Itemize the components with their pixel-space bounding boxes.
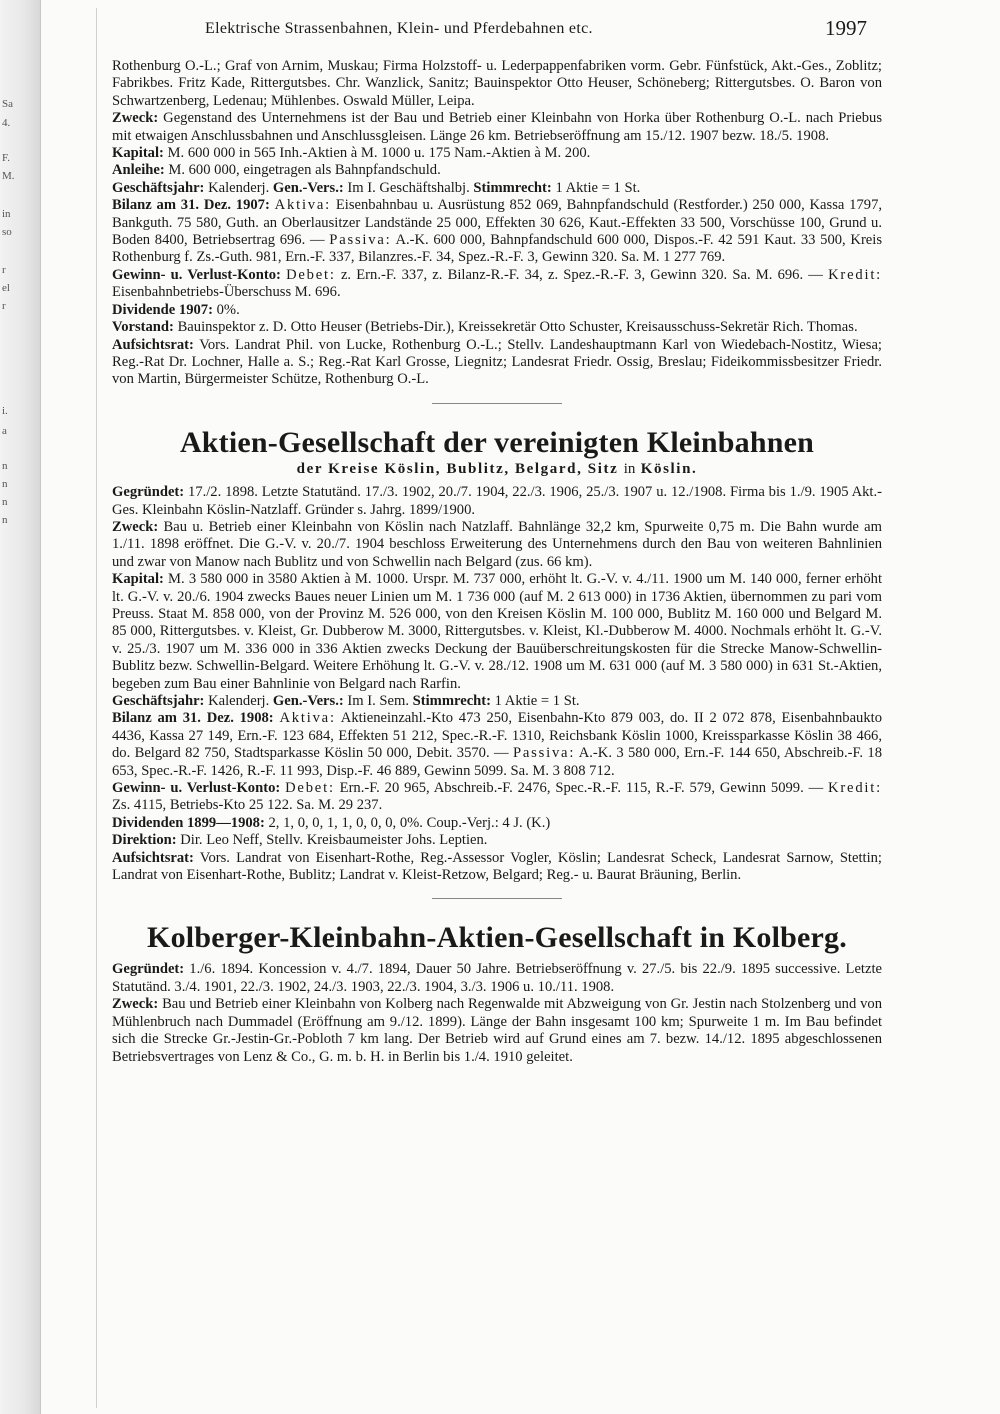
paragraph-anleihe: Anleihe: M. 600 000, eingetragen als Bahnpfandschuld. <box>112 162 441 179</box>
paragraph-zweck: Zweck: Bau u. Betrieb einer Kleinbahn von Köslin nach Natzlaff. Bahnlänge 32,2 km, Spurweite 0,75 m. Die Bahn wurde am 1./11. 1898 eröffnet. Die G.-V. v. 20./7. 1904 beschloss Erweiterung des Unternehmens durch den Bau von weiteren Bahnlinien und zwar von Manow nach Bublitz und von Schwellin nach Belgard (zus. 66 km). <box>112 518 882 570</box>
company-title: Kolberger-Kleinbahn-Aktien-Gesellschaft in Kolberg. <box>147 921 847 955</box>
page-header <box>205 16 875 42</box>
paragraph-founders: Rothenburg O.-L.; Graf von Arnim, Muskau; Firma Holzstoff- u. Lederpappenfabriken vorm. Gebr. Fünfstück, Akt.-Ges., Zoblitz; Fabrikbes. Fritz Kade, Rittergutsbes. Chr. Wanzlick, Sanitz; Bauinspektor Otto Heuser, Schöneberg; Rittergutsbes. O. Baron von Schwartzenberg, Ledenau; Mühlenbes. Oswald Müller, Leipa. <box>112 58 882 109</box>
gutter-fragment: M. <box>2 170 15 182</box>
page-gutter <box>0 0 41 1414</box>
company-title: Aktien-Gesellschaft der vereinigten Kleinbahnen <box>179 425 815 459</box>
paragraph-direktion: Direktion: Dir. Leo Neff, Stellv. Kreisbaumeister Johs. Leptien. <box>112 832 488 849</box>
text-column <box>112 58 882 1066</box>
gutter-fragment: Sa <box>2 98 13 110</box>
paragraph-geschaeftsjahr: Geschäftsjahr: Kalenderj. Gen.-Vers.: Im I. Sem. Stimmrecht: 1 Aktie = 1 St. <box>112 693 580 709</box>
paragraph-dividenden: Dividenden 1899—1908: 2, 1, 0, 0, 1, 1, 0, 0, 0, 0%. Coup.-Verj.: 4 J. (K.) <box>112 814 551 831</box>
paragraph-gegruendet: Gegründet: 1./6. 1894. Koncession v. 4./7. 1894, Dauer 50 Jahre. Betriebseröffnung v. 27./5. bis 22./9. 1895 successive. Letzte Statutänd. 3./4. 1901, 22./3. 1902, 24./3. 1903, 22./3. 1904, 3./3. 1906 u. 10./11. 1908. <box>112 961 882 995</box>
gutter-fragment: in <box>2 208 11 220</box>
gutter-fragment: r <box>2 264 6 276</box>
gutter-fragment: el <box>2 282 10 294</box>
paragraph-kapital: Kapital: M. 3 580 000 in 3580 Aktien à M. 1000. Urspr. M. 737 000, erhöht lt. G.-V. v. 4./11. 1900 um M. 140 000, ferner erhöht lt. G.-V. v. 20./6. 1904 zwecks Baues neuer Linien um M. 1 736 000 (auf M. 2 613 000) in 1736 Aktien, übernommen zu pari vom Preuss. Staat M. 858 000, von der Provinz M. 526 000, von den Kreisen Köslin M. 100 000, Bublitz M. 160 000 und Belgard M. 85 000, Rittergutsbes. v. Kleist, Gr. Dubberow M. 3000, Rittergutsbes. v. Kleist, Kl.-Dubberow M. 4000. Nochmals erhöht lt. G.-V. v. 25./3. 1907 um M. 336 000 in 336 Aktien zwecks Deckung der Bauüberschreitungskosten für die Strecke Manow-Schwellin-Bublitz bezw. Schwellin-Belgard. Weitere Erhöhung lt. G.-V. v. 28./12. 1908 um M. 631 000 (auf M. 3 580 000) in 631 St.-Aktien, begeben zum Bau einer Bahnlinie von Belgard nach Rarfin. <box>112 571 883 692</box>
paragraph-kapital: Kapital: M. 600 000 in 565 Inh.-Aktien à M. 1000 u. 175 Nam.-Aktien à M. 200. <box>112 145 591 162</box>
paragraph-vorstand: Vorstand: Bauinspektor z. D. Otto Heuser (Betriebs-Dir.), Kreissekretär Otto Schuster, Kreisausschuss-Sekretär Rich. Thomas. <box>112 319 858 336</box>
paragraph-zweck: Zweck: Bau und Betrieb einer Kleinbahn von Kolberg nach Regenwalde mit Abzweigung von Gr. Jestin nach Stolzenberg und von Mühlenbruch nach Dummadel (Eröffnung am 9./12. 1899). Länge der Bahn insgesamt 100 km; Spurweite 1 m. Im Bau befindet sich die Strecke Gr.-Jestin-Gr.-Pobloth 7 km lang. Der Betrieb wird auf Grund eines am 7. bezw. 14./12. 1895 abgeschlossenen Betriebsvertrages von Lenz & Co., G. m. b. H. in Berlin bis 1./4. 1910 geleitet. <box>112 996 882 1065</box>
gutter-fragment: so <box>2 226 12 238</box>
page-number: 1997 <box>825 16 867 40</box>
gutter-fragment: F. <box>2 152 10 164</box>
paragraph-gewinn-verlust: Gewinn- u. Verlust-Konto: Debet: Ern.-F. 20 965, Abschreib.-F. 2476, Spec.-R.-F. 115, R.-F. 579, Gewinn 5099. — Kredit: Zs. 4115, Betriebs-Kto 25 122. Sa. M. 29 237. <box>112 780 882 814</box>
section-divider <box>432 898 562 899</box>
gutter-fragment: i. <box>2 405 8 417</box>
gutter-fragment: n <box>2 478 8 490</box>
gutter-fragment: n <box>2 460 8 472</box>
gutter-fragment: n <box>2 514 8 526</box>
paragraph-aufsichtsrat: Aufsichtsrat: Vors. Landrat Phil. von Lucke, Rothenburg O.-L.; Stellv. Landeshauptmann Karl von Wiedebach-Nostitz, Wiesa; Reg.-Rat Dr. Lochner, Halle a. S.; Reg.-Rat Karl Grosse, Liegnitz; Landesrat Friedr. Ossig, Breslau; Fideikommissbesitzer Friedr. von Martin, Bürgermeister Schütze, Rothenburg O.-L. <box>112 336 882 388</box>
company-subtitle: der Kreise Köslin, Bublitz, Belgard, Sitz in Köslin. <box>296 460 698 477</box>
gutter-fragment: 4. <box>2 117 11 129</box>
section-divider <box>432 403 562 404</box>
paragraph-gegruendet: Gegründet: 17./2. 1898. Letzte Statutänd. 17./3. 1902, 20./7. 1904, 22./3. 1906, 25./3. 1907 u. 12./1908. Firma bis 1./9. 1905 Akt.-Ges. Kleinbahn Köslin-Natzlaff. Gründer s. Jahrg. 1899/1900. <box>112 484 882 518</box>
paragraph-gewinn-verlust: Gewinn- u. Verlust-Konto: Debet: z. Ern.-F. 337, z. Bilanz-R.-F. 34, z. Spez.-R.-F. 3, Gewinn 320. Sa. M. 696. — Kredit: Eisenbahnbetriebs-Überschuss M. 696. <box>112 266 883 301</box>
binding-shadow <box>96 8 97 1408</box>
gutter-fragment: r <box>2 300 6 312</box>
paragraph-bilanz: Bilanz am 31. Dez. 1908: Aktiva: Aktieneinzahl.-Kto 473 250, Eisenbahn-Kto 879 003, do. II 2 072 878, Eisenbahnbaukto 4436, Kassa 27 149, Ern.-F. 123 684, Effekten 51 212, Spec.-R.-F. 1310, Reichsbank Köslin 1000, Kreissparkasse Köslin 38 466, do. Belgard 82 750, Stadtsparkasse Köslin 50 000, Debit. 3570. — Passiva: A.-K. 3 580 000, Ern.-F. 144 650, Abschreib.-F. 18 653, Spec.-R.-F. 1426, R.-F. 11 993, Disp.-F. 46 889, Gewinn 5099. Sa. M. 3 808 712. <box>112 710 883 779</box>
paragraph-dividende: Dividende 1907: 0%. <box>112 301 240 318</box>
running-head: Elektrische Strassenbahnen, Klein- und Pferdebahnen etc. <box>205 20 593 37</box>
paragraph-bilanz: Bilanz am 31. Dez. 1907: Aktiva: Eisenbahnbau u. Ausrüstung 852 069, Bahnpfandschuld (Restforder.) 250 000, Kassa 1797, Bankguth. 75 580, Guth. an Oberlausitzer Landstände 25 000, Effekten 30 626, Kaut.-Effekten 33 500, Vorschüsse 100, Grund u. Boden 8400, Betriebsertrag 696. — Passiva: A.-K. 600 000, Bahnpfandschuld 600 000, Dispos.-F. 42 591 Kaut. 33 500, Kreis Rothenburg f. Zs.-Guth. 981, Ern.-F. 337, Bilanzres.-F. 34, Spez.-R.-F. 3, Gewinn 320. Sa. M. 1 277 769. <box>112 197 883 266</box>
paragraph-zweck: Zweck: Gegenstand des Unternehmens ist der Bau und Betrieb einer Kleinbahn von Horka über Rothenburg O.-L. nach Priebus mit etwaigen Anschlussbahnen und Anschlussgleisen. Länge 26 km. Betriebseröffnung am 15./12. 1907 bezw. 18./5. 1908. <box>112 110 883 144</box>
paragraph-aufsichtsrat: Aufsichtsrat: Vors. Landrat von Eisenhart-Rothe, Reg.-Assessor Vogler, Köslin; Landesrat Scheck, Landesrat Sarnow, Stettin; Landrat von Eisenhart-Rothe, Bublitz; Landrat v. Kleist-Retzow, Belgard; Reg.- u. Baurat Bräuning, Berlin. <box>112 849 882 884</box>
gutter-fragment: a <box>2 425 7 437</box>
gutter-fragment: n <box>2 496 8 508</box>
paragraph-geschaeftsjahr: Geschäftsjahr: Kalenderj. Gen.-Vers.: Im I. Geschäftshalbj. Stimmrecht: 1 Aktie = 1 St. <box>112 179 641 196</box>
